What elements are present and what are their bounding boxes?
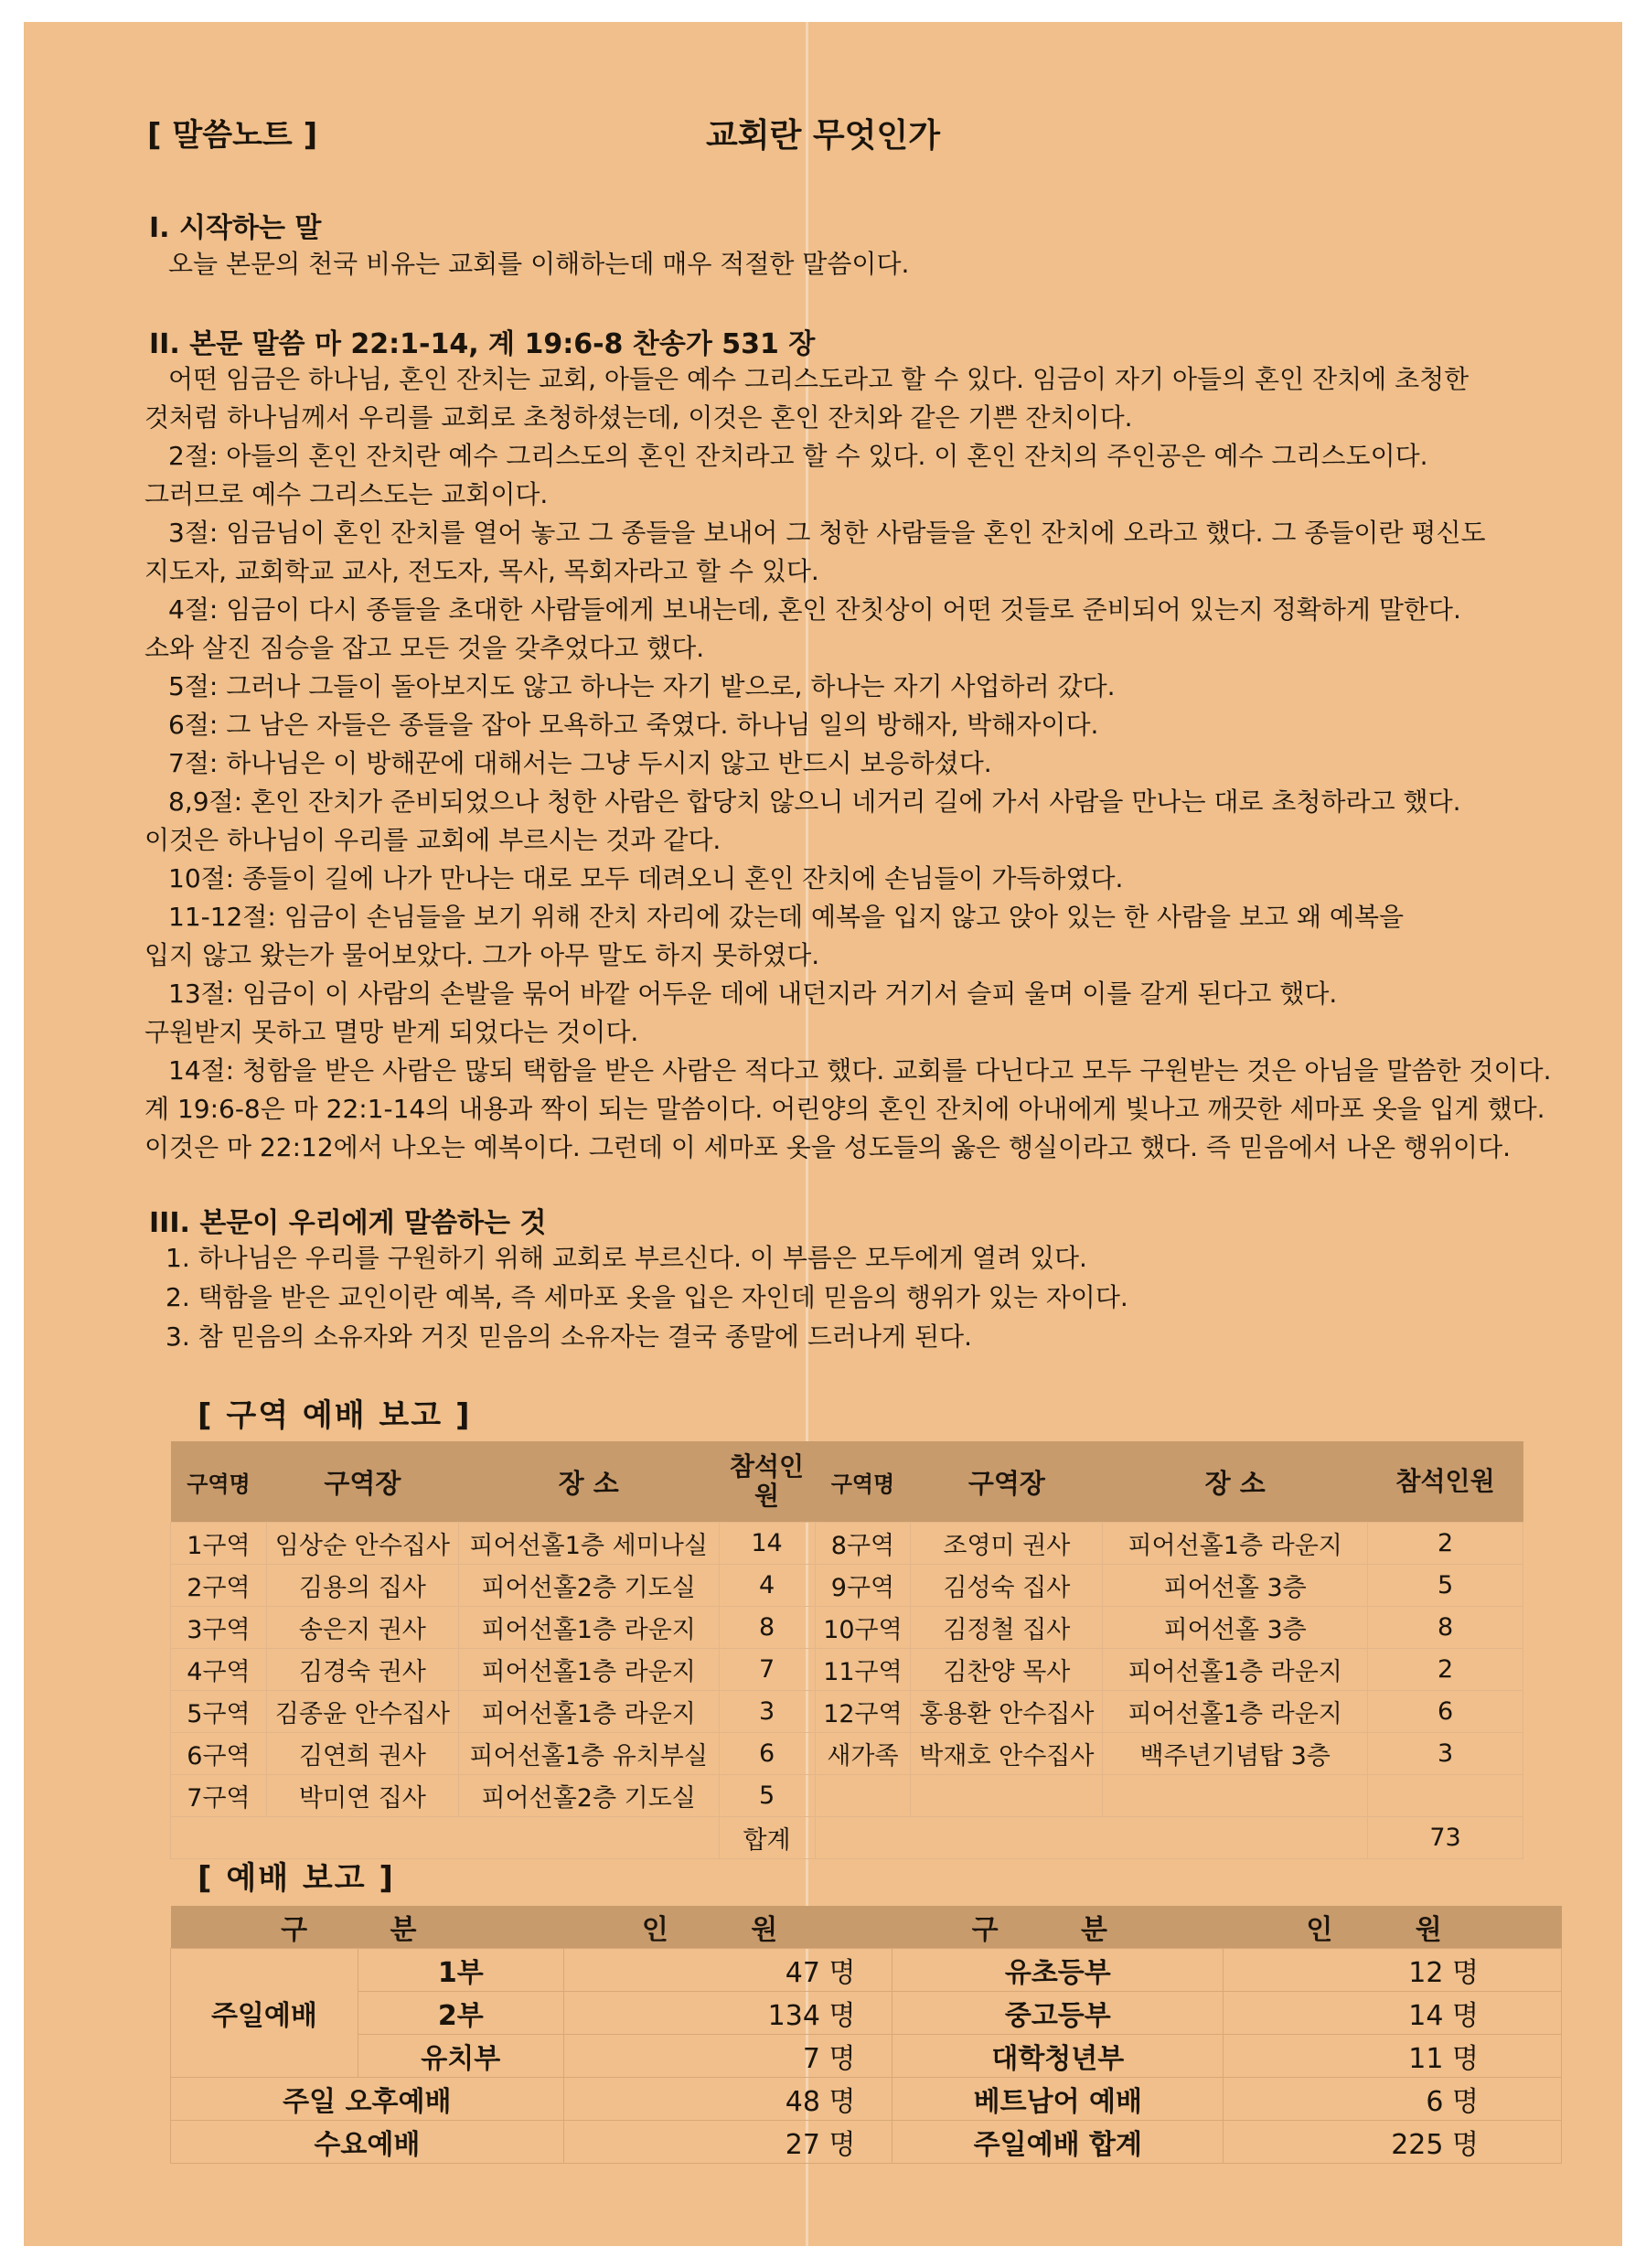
district-name: 11구역 (815, 1649, 911, 1691)
list-item: 2. 택함을 받은 교인이란 예복, 즉 세마포 옷을 입은 자인데 믿음의 행위가 있는 자이다. (166, 1282, 1128, 1312)
district-leader: 김성숙 집사 (911, 1565, 1103, 1607)
table-row (171, 1733, 1523, 1775)
district-count: 4 (719, 1565, 815, 1607)
district-count: 3 (1368, 1733, 1523, 1775)
table-row (171, 1565, 1523, 1607)
table-row (171, 2121, 1562, 2164)
text-line: 13절: 임금이 이 사람의 손발을 묶어 바깥 어두운 데에 내던지라 거기서 슬피 울며 이를 갈게 된다고 했다. (168, 979, 1338, 1009)
worship-report-title: [ 예배 보고 ] (198, 1860, 395, 1897)
district-leader: 임상순 안수집사 (266, 1523, 458, 1565)
district-leader: 박미연 집사 (266, 1775, 458, 1817)
table-header-row (171, 1906, 1562, 1949)
district-name: 10구역 (815, 1607, 911, 1649)
district-leader: 김종윤 안수집사 (266, 1691, 458, 1733)
district-name: 8구역 (815, 1523, 911, 1565)
row-count: 6 명 (1224, 2078, 1562, 2121)
district-count: 14 (719, 1523, 815, 1565)
text-line: 7절: 하나님은 이 방해꾼에 대해서는 그냥 두시지 않고 반드시 보응하셨다. (168, 748, 992, 778)
text-line: 그러므로 예수 그리스도는 교회이다. (144, 479, 549, 509)
text-line: 오늘 본문의 천국 비유는 교회를 이해하는데 매우 적절한 말씀이다. (168, 249, 910, 279)
row-label: 수요예배 (171, 2121, 564, 2164)
text-line: 것처럼 하나님께서 우리를 교회로 초청하셨는데, 이것은 혼인 잔치와 같은 기쁜 잔치이다. (144, 402, 1133, 433)
text-line: 6절: 그 남은 자들은 종들을 잡아 모욕하고 죽였다. 하나님 일의 방해자, 박해자이다. (168, 710, 1099, 740)
district-place (1103, 1775, 1368, 1817)
row-count: 14 명 (1224, 1992, 1562, 2035)
district-place: 피어선홀1층 라운지 (458, 1607, 719, 1649)
district-name: 7구역 (171, 1775, 267, 1817)
table-header-row (171, 1441, 1523, 1523)
text-line: 14절: 청함을 받은 사람은 많되 택함을 받은 사람은 적다고 했다. 교회를 다닌다고 모두 구원받는 것은 아님을 말씀한 것이다. (168, 1055, 1552, 1086)
district-place: 피어선홀1층 유치부실 (458, 1733, 719, 1775)
list-item: 1. 하나님은 우리를 구원하기 위해 교회로 부르신다. 이 부름은 모두에게 열려 있다. (166, 1243, 1087, 1273)
district-place: 백주년기념탑 3층 (1103, 1733, 1368, 1775)
text-line: 이것은 하나님이 우리를 교회에 부르시는 것과 같다. (144, 825, 721, 855)
table-row (171, 1607, 1523, 1649)
text-line: 2절: 아들의 혼인 잔치란 예수 그리스도의 혼인 잔치라고 할 수 있다. 이 혼인 잔치의 주인공은 예수 그리스도이다. (168, 441, 1428, 471)
row-count: 12 명 (1224, 1949, 1562, 1992)
district-place: 피어선홀1층 라운지 (458, 1691, 719, 1733)
district-count: 6 (1368, 1691, 1523, 1733)
table-row (171, 1649, 1523, 1691)
note-tag: [ 말씀노트 ] (147, 117, 318, 154)
row-count: 134 명 (563, 1992, 892, 2035)
total-value: 73 (1368, 1817, 1523, 1859)
col-header: 구역장 (266, 1441, 458, 1523)
table-row (171, 1949, 1562, 1992)
district-count: 6 (719, 1733, 815, 1775)
table-row (171, 1775, 1523, 1817)
district-count: 5 (719, 1775, 815, 1817)
district-name (815, 1775, 911, 1817)
district-leader: 김경숙 권사 (266, 1649, 458, 1691)
row-label: 유치부 (358, 2035, 563, 2078)
col-header: 구역명 (815, 1441, 911, 1523)
district-place: 피어선홀 3층 (1103, 1607, 1368, 1649)
row-label: 유초등부 (892, 1949, 1224, 1992)
district-name: 4구역 (171, 1649, 267, 1691)
district-leader: 김정철 집사 (911, 1607, 1103, 1649)
row-label: 주일 오후예배 (171, 2078, 564, 2121)
row-count: 11 명 (1224, 2035, 1562, 2078)
district-place: 피어선홀1층 라운지 (458, 1649, 719, 1691)
district-place: 피어선홀1층 라운지 (1103, 1523, 1368, 1565)
district-report-title: [ 구역 예배 보고 ] (198, 1397, 472, 1434)
district-leader: 송은지 권사 (266, 1607, 458, 1649)
district-name: 12구역 (815, 1691, 911, 1733)
text-line: 계 19:6-8은 마 22:1-14의 내용과 짝이 되는 말씀이다. 어린양의 혼인 잔치에 아내에게 빛나고 깨끗한 세마포 옷을 입게 했다. (144, 1094, 1545, 1124)
district-count: 3 (719, 1691, 815, 1733)
district-report-table (170, 1441, 1523, 1859)
col-header: 참석인원 (1368, 1441, 1523, 1523)
district-place: 피어선홀1층 세미나실 (458, 1523, 719, 1565)
text-line: 5절: 그러나 그들이 돌아보지도 않고 하나는 자기 밭으로, 하나는 자기 사업하러 갔다. (168, 671, 1116, 701)
total-label: 합계 (719, 1817, 815, 1859)
row-label: 1부 (358, 1949, 563, 1992)
application-list (166, 1238, 1128, 1356)
text-line: 11-12절: 임금이 손님들을 보기 위해 잔치 자리에 갔는데 예복을 입지 않고 앉아 있는 한 사람을 보고 왜 예복을 (168, 902, 1405, 932)
text-line: 소와 살진 짐승을 잡고 모든 것을 갖추었다고 했다. (144, 633, 705, 663)
district-name: 9구역 (815, 1565, 911, 1607)
row-count: 48 명 (563, 2078, 892, 2121)
district-leader (911, 1775, 1103, 1817)
district-name: 1구역 (171, 1523, 267, 1565)
section-heading-application: III. 본문이 우리에게 말씀하는 것 (149, 1207, 547, 1239)
intro-paragraph (144, 245, 1608, 284)
row-count: 27 명 (563, 2121, 892, 2164)
row-count: 225 명 (1224, 2121, 1562, 2164)
district-leader: 조영미 권사 (911, 1523, 1103, 1565)
district-place: 피어선홀 3층 (1103, 1565, 1368, 1607)
district-name: 3구역 (171, 1607, 267, 1649)
row-count: 7 명 (563, 2035, 892, 2078)
bulletin-page (24, 22, 1622, 2246)
text-line: 이것은 마 22:12에서 나오는 예복이다. 그런데 이 세마포 옷을 성도들의 옳은 행실이라고 했다. 즉 믿음에서 나온 행위이다. (144, 1132, 1512, 1162)
col-header: 구 분 (171, 1906, 564, 1949)
section-heading-scripture: II. 본문 말씀 마 22:1-14, 계 19:6-8 찬송가 531 장 (149, 328, 816, 360)
row-label: 주일예배 합계 (892, 2121, 1224, 2164)
district-leader: 김찬양 목사 (911, 1649, 1103, 1691)
district-name: 2구역 (171, 1565, 267, 1607)
worship-report-table (170, 1906, 1562, 2164)
text-line: 8,9절: 혼인 잔치가 준비되었으나 청한 사람은 합당치 않으니 네거리 길에 가서 사람을 만나는 대로 초청하라고 했다. (168, 786, 1461, 817)
col-header: 인 원 (1224, 1906, 1562, 1949)
district-count: 2 (1368, 1523, 1523, 1565)
district-count: 8 (719, 1607, 815, 1649)
row-label: 베트남어 예배 (892, 2078, 1224, 2121)
district-name: 6구역 (171, 1733, 267, 1775)
row-group-label: 주일예배 (171, 1949, 358, 2078)
district-count: 5 (1368, 1565, 1523, 1607)
district-name: 새가족 (815, 1733, 911, 1775)
row-label: 2부 (358, 1992, 563, 2035)
district-place: 피어선홀2층 기도실 (458, 1565, 719, 1607)
text-line: 입지 않고 왔는가 물어보았다. 그가 아무 말도 하지 못하였다. (144, 940, 820, 970)
row-label: 대학청년부 (892, 2035, 1224, 2078)
district-place: 피어선홀2층 기도실 (458, 1775, 719, 1817)
col-header: 장 소 (1103, 1441, 1368, 1523)
district-leader: 박재호 안수집사 (911, 1733, 1103, 1775)
table-row (171, 1523, 1523, 1565)
text-line: 구원받지 못하고 멸망 받게 되었다는 것이다. (144, 1017, 639, 1047)
district-place: 피어선홀1층 라운지 (1103, 1691, 1368, 1733)
text-line: 3절: 임금님이 혼인 잔치를 열어 놓고 그 종들을 보내어 그 청한 사람들을 혼인 잔치에 오라고 했다. 그 종들이란 평신도 (168, 518, 1486, 548)
col-header: 참석인원 (719, 1441, 815, 1523)
table-row (171, 1691, 1523, 1733)
col-header: 구역장 (911, 1441, 1103, 1523)
district-count: 8 (1368, 1607, 1523, 1649)
row-label: 중고등부 (892, 1992, 1224, 2035)
col-header: 인 원 (563, 1906, 892, 1949)
district-count (1368, 1775, 1523, 1817)
district-leader: 홍용환 안수집사 (911, 1691, 1103, 1733)
district-leader: 김연희 권사 (266, 1733, 458, 1775)
col-header: 구역명 (171, 1441, 267, 1523)
page-title: 교회란 무엇인가 (706, 117, 940, 155)
row-count: 47 명 (563, 1949, 892, 1992)
text-line: 10절: 종들이 길에 나가 만나는 대로 모두 데려오니 혼인 잔치에 손님들이 가득하였다. (168, 863, 1124, 893)
district-name: 5구역 (171, 1691, 267, 1733)
text-line: 지도자, 교회학교 교사, 전도자, 목사, 목회자라고 할 수 있다. (144, 556, 819, 586)
district-count: 2 (1368, 1649, 1523, 1691)
district-leader: 김용의 집사 (266, 1565, 458, 1607)
scripture-paragraph (144, 360, 1608, 1167)
list-item: 3. 참 믿음의 소유자와 거짓 믿음의 소유자는 결국 종말에 드러나게 된다. (166, 1321, 972, 1352)
section-heading-intro: I. 시작하는 말 (149, 212, 322, 244)
text-line: 4절: 임금이 다시 종들을 초대한 사람들에게 보내는데, 혼인 잔칫상이 어떤 것들로 준비되어 있는지 정확하게 말한다. (168, 594, 1461, 625)
district-place: 피어선홀1층 라운지 (1103, 1649, 1368, 1691)
table-row (171, 1992, 1562, 2035)
col-header: 장 소 (458, 1441, 719, 1523)
table-row (171, 2035, 1562, 2078)
district-count: 7 (719, 1649, 815, 1691)
table-row (171, 2078, 1562, 2121)
col-header: 구 분 (892, 1906, 1224, 1949)
text-line: 어떤 임금은 하나님, 혼인 잔치는 교회, 아들은 예수 그리스도라고 할 수 있다. 임금이 자기 아들의 혼인 잔치에 초청한 (168, 364, 1470, 394)
